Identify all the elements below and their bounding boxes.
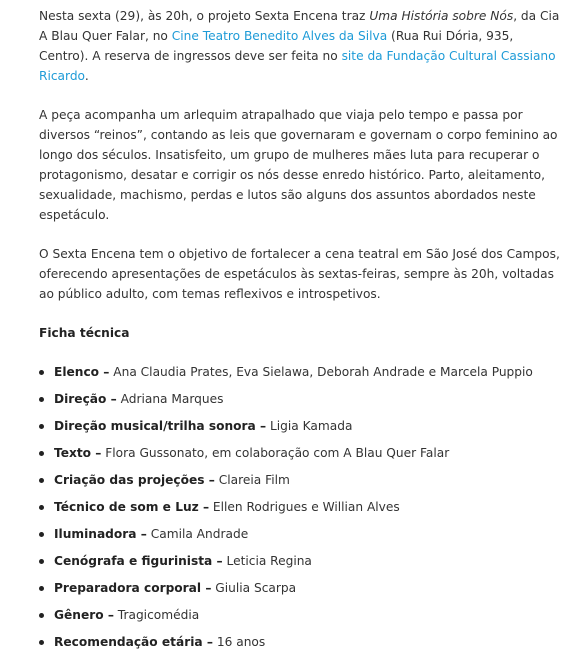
bullet-icon	[39, 478, 44, 483]
credit-role: Preparadora corporal –	[54, 581, 212, 595]
intro-paragraph	[39, 6, 561, 86]
credit-value: 16 anos	[212, 635, 266, 649]
credit-role: Direção musical/trilha sonora –	[54, 419, 267, 433]
credit-item	[39, 578, 561, 598]
credit-value: Clareia Film	[214, 473, 290, 487]
credit-role: Texto –	[54, 446, 102, 460]
credit-item	[39, 605, 561, 625]
credit-value: Ana Claudia Prates, Eva Sielawa, Deborah Andrade e Marcela Puppio	[109, 365, 533, 379]
bullet-icon	[39, 505, 44, 510]
credit-item	[39, 362, 561, 382]
credit-value: Ligia Kamada	[266, 419, 353, 433]
credit-role: Direção –	[54, 392, 117, 406]
credit-role: Iluminadora –	[54, 527, 147, 541]
credit-value: Giulia Scarpa	[211, 581, 297, 595]
credit-role: Criação das projeções –	[54, 473, 215, 487]
credit-value: Camila Andrade	[146, 527, 249, 541]
intro-text-end: .	[84, 69, 89, 83]
credit-role: Elenco –	[54, 365, 110, 379]
credit-role: Gênero –	[54, 608, 114, 622]
credit-value: Leticia Regina	[222, 554, 312, 568]
bullet-icon	[39, 424, 44, 429]
credit-item	[39, 497, 561, 517]
credit-value: Flora Gussonato, em colaboração com A Blau Quer Falar	[101, 446, 450, 460]
intro-text: Nesta sexta (29), às 20h, o projeto Sexta Encena traz	[39, 9, 370, 23]
credit-item	[39, 470, 561, 490]
intro-text-2: , da Cia A Blau Quer Falar, no	[39, 9, 560, 43]
bullet-icon	[39, 640, 44, 645]
credits-list	[39, 362, 561, 652]
credit-value: Tragicomédia	[113, 608, 200, 622]
bullet-icon	[39, 559, 44, 564]
credit-item	[39, 443, 561, 463]
credit-role: Recomendação etária –	[54, 635, 213, 649]
credit-item	[39, 524, 561, 544]
bullet-icon	[39, 397, 44, 402]
credit-role: Cenógrafa e figurinista –	[54, 554, 223, 568]
credit-item	[39, 551, 561, 571]
project-paragraph: O Sexta Encena tem o objetivo de fortalecer a cena teatral em São José dos Campos, oferecendo apresentações de espetáculos às sextas-feiras, sempre às 20h, voltadas ao público adulto, com temas reflexivos e introspetivos.	[39, 247, 560, 301]
bullet-icon	[39, 370, 44, 375]
venue-link[interactable]: Cine Teatro Benedito Alves da Silva	[171, 29, 388, 43]
credit-item	[39, 416, 561, 436]
bullet-icon	[39, 532, 44, 537]
play-title: Uma História sobre Nós	[369, 9, 514, 23]
credit-item	[39, 632, 561, 652]
credit-item	[39, 389, 561, 409]
ficha-tecnica-heading: Ficha técnica	[39, 326, 130, 340]
credit-value: Adriana Marques	[116, 392, 224, 406]
credit-role: Técnico de som e Luz –	[54, 500, 210, 514]
bullet-icon	[39, 451, 44, 456]
bullet-icon	[39, 586, 44, 591]
credit-value: Ellen Rodrigues e Willian Alves	[209, 500, 400, 514]
synopsis-paragraph: A peça acompanha um arlequim atrapalhado que viaja pelo tempo e passa por diversos “reinos”, contando as leis que governaram e governam o corpo feminino ao longo dos séculos. Insatisfeito, um grupo de mulheres mães luta para recuperar o protagonismo, desatar e corrigir os nós desse enredo histórico. Parto, aleitamento, sexualidade, machismo, perdas e lutos são alguns dos assuntos abordados neste espetáculo.	[39, 108, 558, 222]
intro-text-3: (Rua Rui Dória, 935, Centro). A reserva de ingressos deve ser feita no	[39, 29, 514, 63]
foundation-site-link[interactable]: site da Fundação Cultural Cassiano Ricardo	[39, 49, 556, 83]
